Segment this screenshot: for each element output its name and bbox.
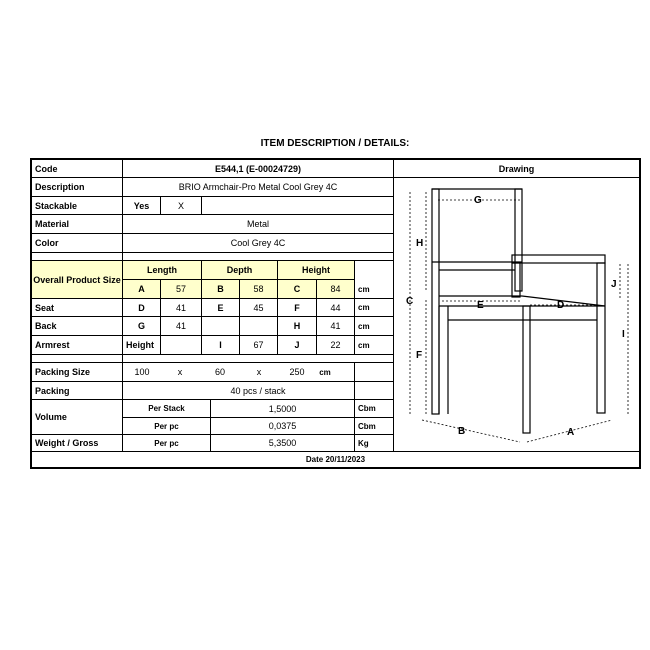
back-left-post (432, 189, 439, 414)
dim-c-value: 84 (317, 280, 354, 298)
packing-size-v1: 100 (134, 367, 150, 377)
label-i: I (622, 329, 625, 340)
per-pc-unit: Cbm (358, 421, 376, 431)
arm-support (512, 263, 520, 297)
volume-label: Volume (35, 412, 67, 422)
dim-b-line (422, 420, 520, 442)
packing-size-x2: x (256, 367, 262, 377)
dim-g-value: 41 (175, 321, 186, 331)
back-unit: cm (358, 321, 370, 331)
armrest-height-label: Height (126, 340, 154, 350)
weight-unit: Kg (358, 438, 369, 448)
per-pc-label: Per pc (154, 421, 179, 431)
dim-h-value: 41 (330, 321, 341, 331)
dim-f-value: 44 (330, 302, 341, 313)
dim-b-letter: B (202, 280, 239, 298)
packing-size-label: Packing Size (35, 367, 91, 377)
dim-e-value: 45 (253, 302, 264, 313)
date-footer: Date 20/11/2023 (305, 455, 366, 464)
front-right-leg (597, 263, 605, 413)
packing-size-v3: 250 (289, 367, 305, 377)
material-label: Material (35, 219, 70, 229)
dim-j-value: 22 (330, 340, 341, 350)
stackable-mark: X (177, 200, 184, 211)
packing-size-unit: cm (319, 367, 331, 377)
per-stack-unit: Cbm (358, 404, 376, 413)
packing-size-x1: x (177, 367, 183, 377)
description-label: Description (35, 182, 85, 192)
dim-i-letter: I (219, 340, 222, 350)
dim-d-letter: D (138, 302, 145, 313)
back-right-post (515, 189, 522, 291)
label-g: G (474, 195, 482, 206)
chair-drawing (394, 177, 640, 458)
armrest-label: Armrest (35, 340, 70, 350)
dim-a-letter: A (123, 280, 160, 298)
label-e: E (477, 300, 484, 311)
per-stack-value: 1,5000 (268, 403, 297, 414)
length-header: Length (123, 261, 201, 279)
dim-f-letter: F (294, 302, 300, 313)
dim-i-value: 67 (253, 340, 264, 350)
material-value: Metal (246, 219, 269, 229)
seat-unit: cm (358, 303, 370, 312)
weight-value: 5,3500 (268, 438, 297, 448)
dim-b-value: 58 (240, 280, 277, 298)
front-left-leg (523, 306, 530, 433)
dim-j-letter: J (294, 340, 300, 350)
dim-a-value: 57 (161, 280, 201, 298)
dim-h-letter: H (293, 321, 301, 331)
drawing-header: Drawing (498, 163, 535, 174)
dim-g-letter: G (137, 321, 145, 331)
stackable-yes: Yes (133, 200, 150, 211)
packing-value: 40 pcs / stack (230, 385, 286, 396)
label-a: A (567, 427, 575, 438)
code-label: Code (35, 163, 58, 174)
packing-label: Packing (35, 385, 70, 396)
weight-per-pc-label: Per pc (154, 438, 179, 448)
dim-c-letter: C (278, 280, 316, 298)
label-b: B (458, 426, 466, 437)
packing-size-v2: 60 (214, 367, 225, 377)
label-j: J (611, 279, 617, 290)
back-label: Back (35, 321, 57, 331)
armrest-top (512, 255, 605, 263)
weight-label: Weight / Gross (35, 438, 99, 448)
per-pc-value: 0,0375 (268, 421, 297, 431)
armrest-unit: cm (358, 340, 370, 350)
overall-size-label: Overall Product Size (32, 261, 122, 298)
seat-label: Seat (35, 302, 55, 313)
depth-header: Depth (202, 261, 277, 279)
height-header: Height (278, 261, 354, 279)
code-value: E544,1 (E-00024729) (214, 163, 302, 174)
per-stack-label: Per Stack (148, 404, 185, 413)
overall-unit: cm (358, 284, 370, 294)
dim-d-value: 41 (175, 302, 186, 313)
stackable-label: Stackable (35, 200, 78, 211)
dim-e-letter: E (217, 302, 224, 313)
label-f: F (416, 350, 423, 361)
label-c: C (406, 296, 414, 307)
color-value: Cool Grey 4C (230, 238, 286, 248)
label-d: D (557, 300, 565, 311)
page-title: ITEM DESCRIPTION / DETAILS: (260, 138, 410, 149)
description-value: BRIO Armchair-Pro Metal Cool Grey 4C (178, 182, 338, 192)
color-label: Color (35, 238, 59, 248)
label-h: H (416, 238, 424, 249)
